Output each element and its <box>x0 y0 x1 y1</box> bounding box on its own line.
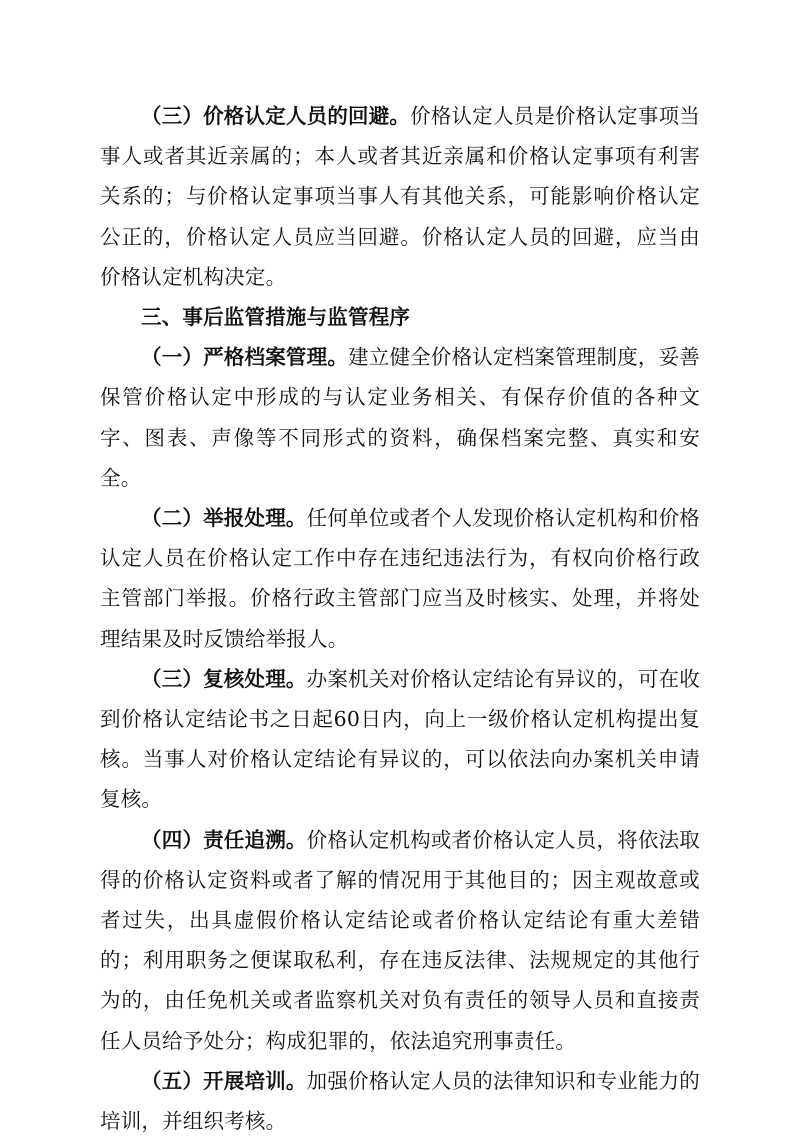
paragraph-archive-management <box>100 337 700 498</box>
paragraph-lead: （四）责任追溯。 <box>141 827 307 852</box>
paragraph-lead: （三）复核处理。 <box>141 666 307 691</box>
paragraph-lead: （一）严格档案管理。 <box>141 345 349 370</box>
paragraph-lead: （二）举报处理。 <box>141 506 307 531</box>
paragraph-text: 价格认定机构或者价格认定人员，将依法取得的价格认定资料或者了解的情况用于其他目的；因主观故意或者过失，出具虚假价格认定结论或者价格认定结论有重大差错的；利用职务之便谋取私利，存在违反法律、法规规定的其他行为的，由任免机关或者监察机关对负有责任的领导人员和直接责任人员给予处分；构成犯罪的，依法追究刑事责任。 <box>100 827 700 1053</box>
paragraph-text: 任何单位或者个人发现价格认定机构和价格认定人员在价格认定工作中存在违纪违法行为，有权向价格行政主管部门举报。价格行政主管部门应当及时核实、处理，并将处理结果及时反馈给举报人。 <box>100 506 700 651</box>
document-body <box>100 96 700 1141</box>
section-heading: 三、事后监管措施与监管程序 <box>141 305 411 330</box>
paragraph-text: 办案机关对价格认定结论有异议的，可在收到价格认定结论书之日起60日内，向上一级价格认定机构提出复核。当事人对价格认定结论有异议的，可以依法向办案机关申请复核。 <box>100 666 700 812</box>
paragraph-training <box>100 1061 700 1141</box>
paragraph-accountability <box>100 820 700 1061</box>
paragraph-report-handling <box>100 498 700 659</box>
paragraph-lead: （五）开展培训。 <box>141 1068 307 1093</box>
paragraph-text: 加强价格认定人员的法律知识和专业能力的培训，并组织考核。 <box>100 1068 700 1134</box>
paragraph-text: 建立健全价格认定档案管理制度，妥善保管价格认定中形成的与认定业务相关、有保存价值的各种文字、图表、声像等不同形式的资料，确保档案完整、真实和安全。 <box>100 345 701 490</box>
paragraph-review-handling <box>100 659 700 820</box>
paragraph-text: 价格认定人员是价格认定事项当事人或者其近亲属的；本人或者其近亲属和价格认定事项有利害关系的；与价格认定事项当事人有其他关系，可能影响价格认定公正的，价格认定人员应当回避。价格认定人员的回避，应当由价格认定机构决定。 <box>100 104 700 289</box>
paragraph-recusal <box>100 96 700 297</box>
paragraph-lead: （三）价格认定人员的回避。 <box>141 104 411 128</box>
